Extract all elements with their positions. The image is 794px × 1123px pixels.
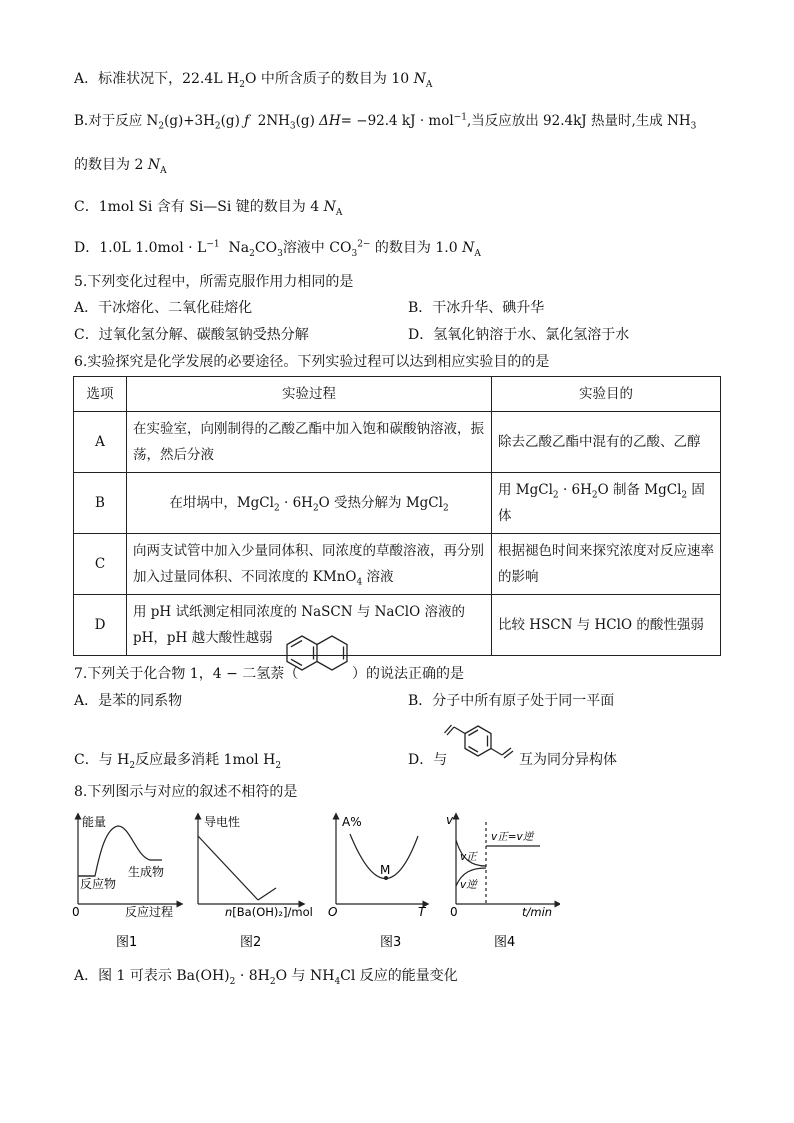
- row-aim: 比较 HSCN 与 HClO 的酸性强弱: [492, 595, 721, 656]
- row-process: 用 pH 试纸测定相同浓度的 NaSCN 与 NaClO 溶液的 pH，pH 越大酸性越弱: [127, 595, 492, 656]
- row-process: 在坩埚中，MgCl$_2$ · $6H_2O$ 受热分解为 MgCl$_2$: [127, 473, 492, 534]
- row-aim: 除去乙酸乙酯中混有的乙酸、乙醇: [492, 412, 721, 473]
- q4-option-b: B.对于反应 $N_2(g)+3H_2(g)$ ƒ $2NH_3(g)$ ΔH= −92.4 kJ · mol$^{-1}$,当反应放出 92.4kJ 热量时,生成 $NH_3$: [74, 112, 697, 132]
- fig4-caption: 图4: [494, 935, 516, 950]
- fig2-xlabel: n[Ba(OH)₂]/mol: [225, 905, 313, 919]
- q7-stem-start: 7.下列关于化合物 1，4 − 二氢萘（: [74, 666, 299, 682]
- row-option: A: [74, 412, 127, 473]
- table-row: [74, 473, 721, 534]
- fig1-caption: 图1: [116, 935, 138, 950]
- row-aim: 用 MgCl$_2$ · $6H_2O$ 制备 MgCl$_2$ 固体: [492, 473, 721, 534]
- q7-option-d-start: D．与: [408, 752, 448, 768]
- fig4-xlabel: t/min: [522, 905, 553, 919]
- table-row: [74, 595, 721, 656]
- fig4-origin: 0: [450, 905, 458, 919]
- header-aim: 实验目的: [492, 377, 721, 412]
- divinylbenzene-structure-icon: [440, 718, 522, 770]
- q6-table: [73, 376, 721, 656]
- q8-stem: 8.下列图示与对应的叙述不相符的是: [74, 784, 298, 800]
- fig2-caption: 图2: [240, 935, 262, 950]
- fig1-product-label: 生成物: [128, 865, 165, 879]
- row-process: 向两支试管中加入少量同体积、同浓度的草酸溶液，再分别加入过量同体积、不同浓度的 KMnO$_4$ 溶液: [127, 534, 492, 595]
- fig1-ylabel: 能量: [82, 815, 107, 829]
- q7-option-d-end: 互为同分异构体: [519, 752, 617, 768]
- q6-stem: 6.实验探究是化学发展的必要途径。下列实验过程可以达到相应实验目的的是: [74, 354, 550, 370]
- fig1-reactant-label: 反应物: [80, 877, 117, 891]
- header-process: 实验过程: [127, 377, 492, 412]
- q8-option-a: A．图 1 可表示 $Ba(OH)_2 \cdot 8H_2O$ 与 $NH_4Cl$ 反应的能量变化: [74, 968, 458, 987]
- q8-figures: [70, 812, 560, 956]
- q4-option-a: A．标准状况下，22.4L $H_2O$ 中所含质子的数目为 10 $N_A$: [74, 71, 433, 90]
- q7-option-a: A．是苯的同系物: [74, 693, 183, 709]
- q5-option-a: A．干冰熔化、二氧化硅熔化: [74, 300, 253, 316]
- figure-3: [336, 816, 426, 904]
- q5-option-d: D．氢氧化钠溶于水、氯化氢溶于水: [408, 327, 630, 343]
- row-option: B: [74, 473, 127, 534]
- q4-option-c: C．1mol Si 含有 Si—Si 键的数目为 4 $N_A$: [74, 199, 343, 218]
- fig3-ylabel: A%: [342, 815, 362, 829]
- q7-stem-end: ）的说法正确的是: [352, 666, 464, 682]
- header-option: 选项: [74, 377, 127, 412]
- figure-2: [198, 816, 302, 904]
- row-option: C: [74, 534, 127, 595]
- fig3-origin: O: [328, 905, 338, 919]
- row-aim: 根据褪色时间来探究浓度对反应速率的影响: [492, 534, 721, 595]
- fig1-xlabel: 反应过程: [125, 905, 174, 919]
- table-row: [74, 534, 721, 595]
- fig4-ylabel: v: [446, 813, 454, 827]
- fig1-origin: 0: [72, 905, 80, 919]
- q7-option-c: C．与 $H_2$反应最多消耗 1mol $H_2$: [74, 752, 282, 771]
- fig3-point-label: M: [380, 863, 391, 877]
- q5-option-c: C．过氧化氢分解、碳酸氢钠受热分解: [74, 327, 309, 343]
- fig4-forward-label: v正: [460, 851, 477, 863]
- fig2-ylabel: 导电性: [204, 815, 241, 829]
- q5-option-b: B．干冰升华、碘升华: [408, 300, 545, 316]
- dihydronaphthalene-structure-icon: [282, 632, 352, 682]
- fig3-xlabel: T: [418, 905, 426, 919]
- fig3-caption: 图3: [380, 935, 402, 950]
- q5-stem: 5.下列变化过程中，所需克服作用力相同的是: [74, 274, 354, 290]
- fig4-equilibrium-label: v正=v逆: [491, 831, 534, 843]
- row-option: D: [74, 595, 127, 656]
- row-process: 在实验室，向刚制得的乙酸乙酯中加入饱和碳酸钠溶液，振荡，然后分液: [127, 412, 492, 473]
- table-row: [74, 412, 721, 473]
- fig4-reverse-label: v逆: [460, 879, 477, 891]
- q7-option-b: B．分子中所有原子处于同一平面: [408, 693, 615, 709]
- table-header-row: [74, 377, 721, 412]
- q4-option-b-line2: 的数目为 2 $N_A$: [74, 157, 167, 176]
- q4-option-d: D．1.0L $1.0mol \cdot L^{-1}$ $Na_2CO_3$溶液中 $CO_3^{2-}$ 的数目为 1.0 $N_A$: [74, 239, 481, 259]
